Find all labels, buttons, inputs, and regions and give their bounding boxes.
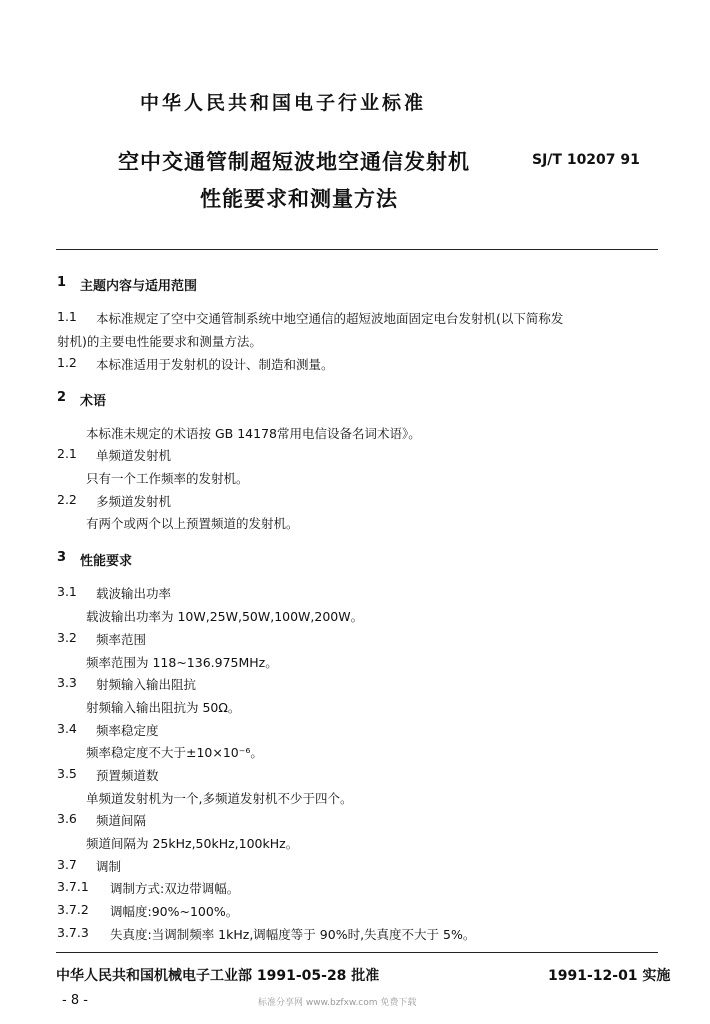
- clause-text: 调制: [96, 859, 122, 874]
- clause-number: 3.5: [57, 766, 77, 781]
- clause-number: 1.1: [57, 309, 77, 324]
- clause-text: 本标准未规定的术语按 GB 14178常用电信设备名词术语》。: [86, 426, 421, 441]
- clause-text: 单频道发射机: [96, 448, 172, 463]
- section-number: 3: [57, 550, 67, 565]
- clause-text: 频道间隔为 25kHz,50kHz,100kHz。: [86, 836, 299, 851]
- clause-number: 3.7.1: [57, 879, 89, 894]
- clause-text: 只有一个工作频率的发射机。: [86, 471, 249, 486]
- clause-text: 本标准适用于发射机的设计、制造和测量。: [96, 357, 334, 372]
- clause-number: 2.2: [57, 492, 77, 507]
- clause-text: 频道间隔: [96, 813, 147, 828]
- clause-number: 3.4: [57, 721, 77, 736]
- watermark: 标准分享网 www.bzfxw.com 免费下载: [258, 998, 417, 1008]
- bottom-rule: [56, 952, 658, 953]
- doc-title-line1: 空中交通管制超短波地空通信发射机: [118, 150, 470, 174]
- clause-number: 3.3: [57, 675, 77, 690]
- standard-number: SJ/T 10207 91: [532, 152, 640, 168]
- clause-text: 本标准规定了空中交通管制系统中地空通信的超短波地面固定电台发射机(以下简称发: [96, 311, 564, 326]
- section-heading: 主题内容与适用范围: [80, 279, 198, 294]
- clause-text: 载波输出功率: [96, 586, 172, 601]
- clause-text: 频率稳定度: [96, 723, 159, 738]
- doc-title-line2: 性能要求和测量方法: [200, 187, 398, 211]
- section-heading: 术语: [80, 394, 107, 409]
- clause-text: 射频输入输出阻抗为 50Ω。: [86, 700, 241, 715]
- clause-text: 失真度:当调制频率 1kHz,调幅度等于 90%时,失真度不大于 5%。: [110, 927, 476, 942]
- clause-text: 单频道发射机为一个,多频道发射机不少于四个。: [86, 791, 353, 806]
- clause-text: 载波输出功率为 10W,25W,50W,100W,200W。: [86, 609, 364, 624]
- section-number: 1: [57, 275, 67, 290]
- section-number: 2: [57, 390, 67, 405]
- clause-text: 频率范围: [96, 632, 147, 647]
- clause-number: 2.1: [57, 446, 77, 461]
- approval-line: 中华人民共和国机械电子工业部 1991-05-28 批准: [56, 968, 380, 984]
- clause-number: 1.2: [57, 355, 77, 370]
- clause-number: 3.7.2: [57, 902, 89, 917]
- clause-number: 3.7: [57, 857, 77, 872]
- clause-text: 频率范围为 118~136.975MHz。: [86, 655, 278, 670]
- top-rule: [56, 249, 658, 250]
- effective-date: 1991-12-01 实施: [548, 968, 671, 984]
- clause-text: 调幅度:90%~100%。: [110, 904, 239, 919]
- clause-number: 3.1: [57, 584, 77, 599]
- clause-text: 射频输入输出阻抗: [96, 677, 197, 692]
- section-heading: 性能要求: [80, 554, 133, 569]
- clause-text: 预置频道数: [96, 768, 159, 783]
- org-header: 中华人民共和国电子行业标准: [140, 92, 427, 114]
- page-number: - 8 -: [62, 993, 88, 1008]
- clause-text: 调制方式:双边带调幅。: [110, 881, 240, 896]
- clause-text: 射机)的主要电性能要求和测量方法。: [57, 334, 262, 349]
- clause-number: 3.6: [57, 811, 77, 826]
- clause-number: 3.2: [57, 630, 77, 645]
- clause-text: 多频道发射机: [96, 494, 172, 509]
- clause-text: 频率稳定度不大于±10×10⁻⁶。: [86, 745, 263, 760]
- clause-number: 3.7.3: [57, 925, 89, 940]
- clause-text: 有两个或两个以上预置频道的发射机。: [86, 516, 299, 531]
